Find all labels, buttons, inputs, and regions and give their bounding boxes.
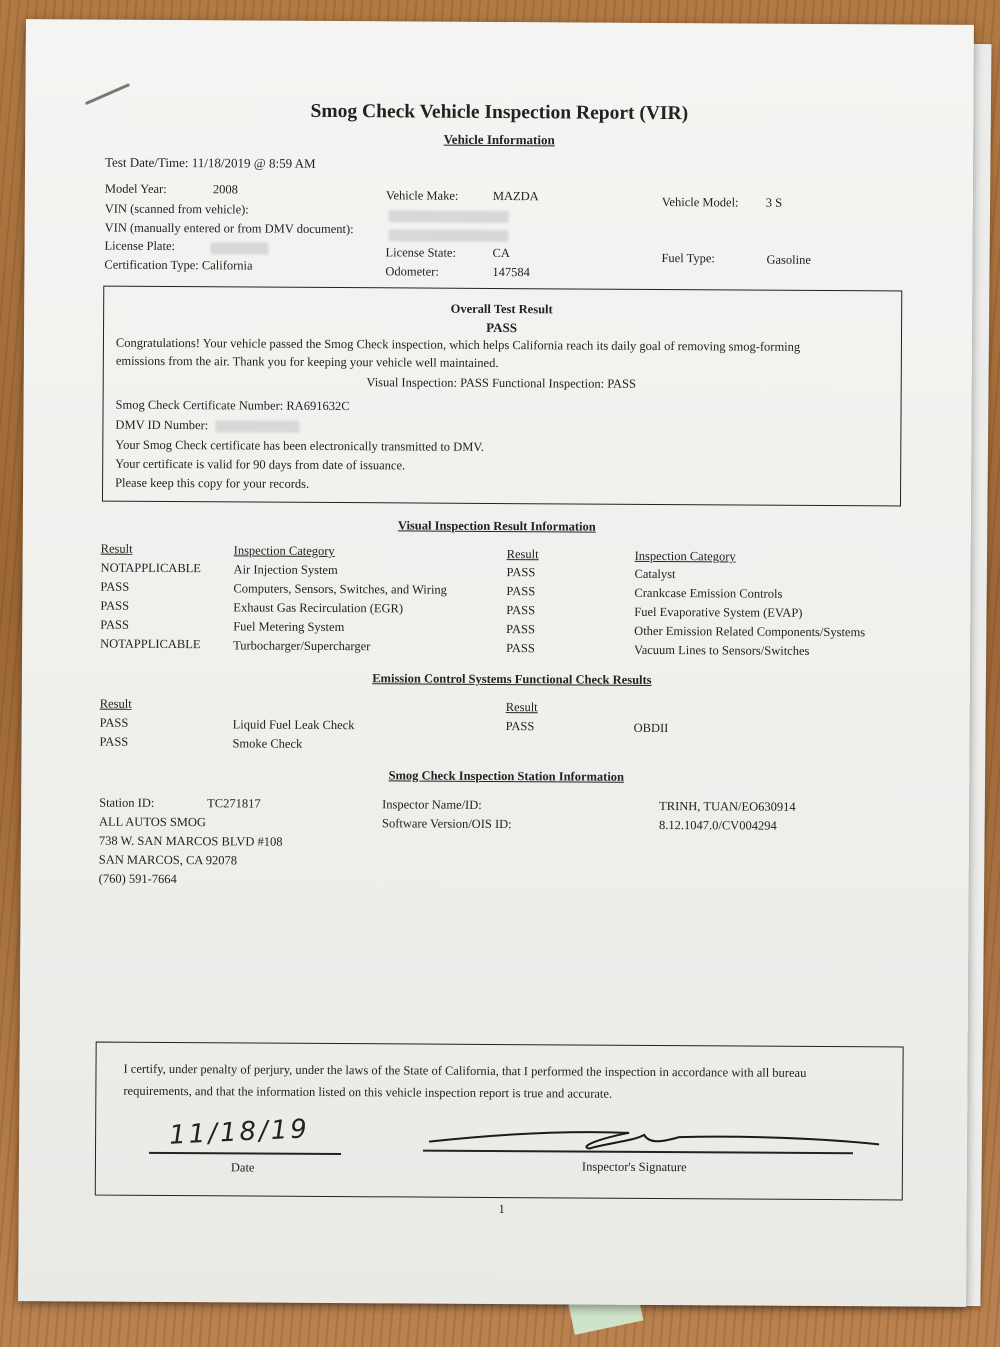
inspector-signature (419, 1112, 889, 1165)
page-number: 1 (498, 1202, 505, 1217)
functional-left-result: PASS (99, 715, 129, 730)
cert-type (104, 258, 252, 274)
station-id-value: TC271817 (207, 796, 261, 811)
overall-message-line1: Congratulations! Your vehicle passed the Smog Check inspection, which helps California reach its daily goal of removing smog-forming (115, 335, 801, 354)
station-address1: 738 W. SAN MARCOS BLVD #108 (98, 833, 283, 849)
overall-note1: Your Smog Check certificate has been electronically transmitted to DMV. (115, 437, 484, 454)
cert-type-label: Certification Type: (104, 257, 199, 273)
cert-number-label: Smog Check Certificate Number: (115, 397, 284, 413)
cert-number (116, 398, 350, 414)
overall-note3: Please keep this copy for your records. (115, 475, 310, 491)
vin-manual-label: VIN (manually entered or from DMV document): (104, 220, 354, 237)
model-year-value: 2008 (212, 182, 238, 197)
visual-right-category: Vacuum Lines to Sensors/Switches (634, 642, 810, 658)
cert-number-value: RA691632C (286, 398, 350, 414)
inspection-summary: Visual Inspection: PASS Functional Inspection: PASS (366, 375, 637, 391)
visual-right-category: Crankcase Emission Controls (634, 585, 783, 601)
odometer-value: 147584 (492, 264, 530, 280)
visual-left-result: PASS (100, 598, 130, 613)
visual-left-category: Air Injection System (233, 562, 338, 578)
vir-document (18, 19, 974, 1307)
certify-line2: requirements, and that the information listed on this vehicle inspection report is true and accurate. (123, 1083, 613, 1101)
dmv-id-redacted (215, 420, 299, 433)
visual-left-category: Fuel Metering System (233, 619, 345, 635)
dmv-id (115, 418, 299, 434)
make-value: MAZDA (492, 188, 539, 204)
license-state-label: License State: (385, 245, 457, 260)
functional-left-category: Liquid Fuel Leak Check (232, 717, 355, 733)
signature-label: Inspector's Signature (581, 1159, 687, 1175)
inspector-value: TRINH, TUAN/EO630914 (659, 798, 796, 814)
overall-heading: Overall Test Result (450, 301, 553, 317)
visual-left-category: Exhaust Gas Recirculation (EGR) (233, 600, 404, 616)
functional-col-result-left: Result (99, 696, 132, 711)
dmv-id-label: DMV ID Number: (115, 417, 209, 433)
functional-left-category: Smoke Check (232, 736, 303, 751)
station-id-label: Station ID: (99, 795, 155, 810)
functional-right-category: OBDII (633, 720, 669, 736)
fuel-label: Fuel Type: (661, 251, 715, 266)
visual-left-result: NOTAPPLICABLE (100, 636, 201, 652)
inspector-label: Inspector Name/ID: (382, 797, 482, 812)
visual-heading: Visual Inspection Result Information (397, 518, 596, 534)
visual-right-result: PASS (506, 565, 536, 580)
visual-left-result: PASS (100, 579, 130, 594)
license-plate-redacted (210, 239, 268, 257)
document-title: Smog Check Vehicle Inspection Report (VIR) (310, 100, 689, 125)
functional-left-result: PASS (99, 734, 129, 749)
vin-manual-redacted (389, 226, 509, 245)
visual-col-result-left: Result (100, 541, 133, 556)
visual-right-category: Catalyst (634, 566, 676, 582)
software-value: 8.12.1047.0/CV004294 (658, 817, 777, 833)
visual-left-result: NOTAPPLICABLE (100, 560, 202, 576)
visual-right-category: Fuel Evaporative System (EVAP) (634, 604, 803, 620)
station-address2: SAN MARCOS, CA 92078 (98, 852, 238, 868)
vin-scanned-label: VIN (scanned from vehicle): (104, 201, 249, 217)
license-plate-label: License Plate: (104, 238, 176, 254)
overall-result: PASS (486, 319, 518, 336)
model-label: Vehicle Model: (661, 195, 739, 210)
visual-right-result: PASS (506, 584, 536, 599)
visual-col-category-right: Inspection Category (634, 548, 736, 564)
visual-right-category: Other Emission Related Components/Systems (634, 623, 866, 640)
functional-right-result: PASS (505, 719, 535, 734)
cert-type-value: California (201, 258, 253, 273)
model-year-label: Model Year: (104, 181, 167, 196)
handwritten-date: 11/18/19 (168, 1114, 311, 1151)
vehicle-info-heading: Vehicle Information (443, 131, 555, 148)
visual-right-result: PASS (506, 641, 535, 656)
overall-note2: Your certificate is valid for 90 days from date of issuance. (115, 456, 406, 473)
vin-scanned-redacted (389, 207, 509, 226)
license-state-value: CA (492, 245, 510, 261)
functional-col-result-right: Result (505, 700, 538, 715)
date-label: Date (230, 1160, 255, 1175)
overall-message-line2: emissions from the air. Thank you for keeping your vehicle well maintained. (115, 353, 499, 371)
odometer-label: Odometer: (385, 264, 439, 279)
station-heading: Smog Check Inspection Station Information (388, 768, 625, 784)
station-name: ALL AUTOS SMOG (98, 814, 207, 830)
test-datetime-value: 11/18/2019 @ 8:59 AM (191, 155, 316, 171)
visual-left-category: Turbocharger/Supercharger (233, 638, 371, 654)
certify-line1: I certify, under penalty of perjury, under the laws of the State of California, that I performed the inspection in accordance with all bureau (123, 1061, 807, 1080)
visual-col-result-right: Result (506, 547, 539, 562)
test-datetime-label: Test Date/Time: (105, 154, 189, 171)
test-datetime (105, 155, 316, 172)
functional-heading: Emission Control Systems Functional Check Results (372, 671, 652, 687)
visual-col-category-left: Inspection Category (233, 543, 335, 559)
model-value: 3 S (765, 195, 783, 210)
software-label: Software Version/OIS ID: (381, 816, 512, 832)
visual-right-result: PASS (506, 603, 536, 618)
visual-right-result: PASS (506, 622, 535, 637)
station-phone: (760) 591-7664 (98, 871, 177, 887)
fuel-value: Gasoline (766, 252, 811, 267)
visual-left-category: Computers, Sensors, Switches, and Wiring (233, 581, 447, 597)
visual-left-result: PASS (100, 617, 130, 632)
make-label: Vehicle Make: (385, 188, 459, 203)
